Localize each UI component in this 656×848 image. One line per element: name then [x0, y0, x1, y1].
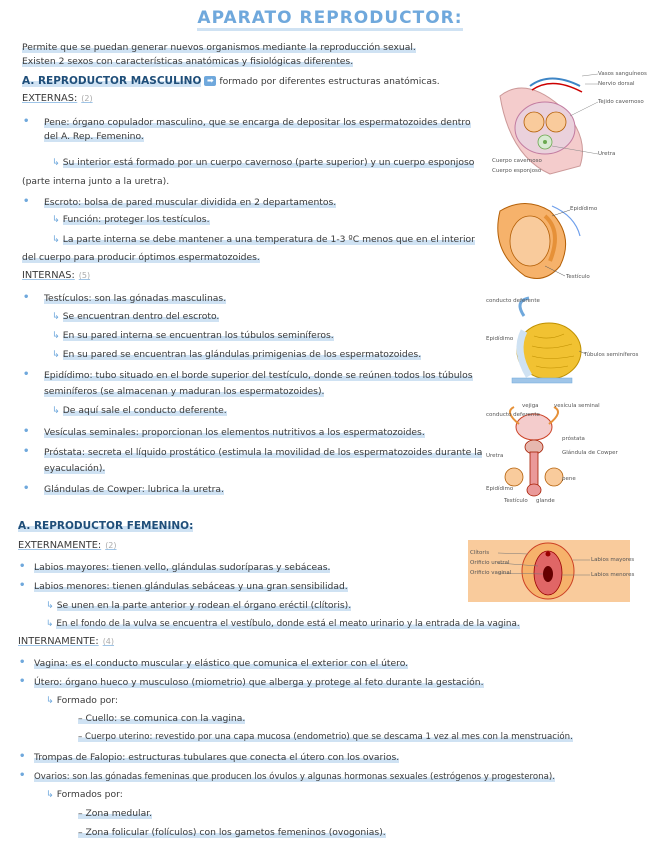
figure-label: Túbulos seminíferos: [584, 352, 639, 358]
intro-line-1: Permite que se puedan generar nuevos organismos mediante la reproducción sexual.: [22, 42, 416, 53]
text-line: Labios mayores: tienen vello, glándulas sudoríparas y sebáceas.: [34, 562, 331, 573]
text-line: Vagina: es el conducto muscular y elástico que comunica el exterior con el útero.: [34, 658, 409, 669]
text-line: ↳ De aquí sale el conducto deferente.: [52, 405, 227, 416]
text-line: ↳ En su pared interna se encuentran los túbulos seminíferos.: [52, 330, 334, 341]
figure-label: Labios mayores: [591, 557, 635, 563]
figure-label: Orificio vaginal: [470, 570, 512, 576]
text-line: – Cuello: se comunica con la vagina.: [78, 713, 246, 724]
return-arrow-icon: ↳: [52, 349, 60, 360]
subheading-internas: INTERNAS: (5): [22, 270, 91, 281]
vulva-figure: [468, 540, 635, 602]
text-line: del cuerpo para producir óptimos espermatozoides.: [22, 252, 260, 263]
figure-label: Clítoris: [470, 550, 490, 556]
text-line: eyaculación).: [44, 463, 106, 474]
figure-label: conducto deferente: [486, 298, 540, 304]
figure-label: Epidídimo: [486, 336, 514, 342]
text-line: ↳ Formado por:: [46, 695, 119, 706]
text-line: – Cuerpo uterino: revestido por una capa mucosa (endometrio) que se descama 1 vez al mes con la menstruación.: [78, 732, 573, 742]
return-arrow-icon: ↳: [46, 789, 54, 800]
bullet-icon: •: [23, 116, 30, 127]
text-line: (parte interna junto a la uretra).: [22, 176, 170, 187]
page-title: APARATO REPRODUCTOR:: [180, 8, 480, 28]
text-line: – Zona folicular (folículos) con los gametos femeninos (ovogonias).: [78, 827, 386, 838]
subheading-externamente: EXTERNAMENTE: (2): [18, 540, 117, 551]
intro-line-2: Existen 2 sexos con características anatómicas y fisiológicas diferentes.: [22, 56, 354, 67]
return-arrow-icon: ↳: [46, 695, 54, 706]
figure-label: Glándula de Cowper: [562, 450, 618, 456]
return-arrow-icon: ↳: [46, 600, 54, 611]
figure-label: Tejido cavernoso: [598, 99, 644, 105]
return-arrow-icon: ↳: [52, 214, 60, 225]
return-arrow-icon: ↳: [52, 311, 60, 322]
text-line: del A. Rep. Femenino.: [44, 131, 144, 142]
bullet-icon: •: [23, 426, 30, 437]
figure-label: Uretra: [486, 453, 504, 459]
bullet-icon: •: [19, 676, 26, 687]
figure-label: Cuerpo esponjoso: [492, 168, 542, 174]
text-line: ↳ Se encuentran dentro del escroto.: [52, 311, 220, 322]
text-line: Testículos: son las gónadas masculinas.: [44, 293, 227, 304]
bullet-icon: •: [23, 483, 30, 494]
text-line: seminíferos (se almacenan y maduran los espermatozoides).: [44, 386, 325, 397]
bullet-icon: •: [23, 369, 30, 380]
bullet-icon: •: [23, 196, 30, 207]
figure-label: pene: [562, 476, 576, 482]
figure-label: Cuerpo cavernoso: [492, 158, 542, 164]
text-line: Próstata: secreta el líquido prostático (estimula la movilidad de los espermatozoides durante la: [44, 447, 483, 458]
text-line: ↳ En el fondo de la vulva se encuentra el vestíbulo, donde está el meato urinario y la entrada de la vagina.: [46, 619, 520, 629]
text-line: ↳ Su interior está formado por un cuerpo cavernoso (parte superior) y un cuerpo esponjoso: [52, 157, 475, 168]
figure-label: Vasos sanguíneos: [598, 71, 647, 77]
text-line: Glándulas de Cowper: lubrica la uretra.: [44, 484, 224, 495]
figure-label: Nervio dorsal: [598, 81, 635, 87]
figure-label: glande: [536, 498, 555, 504]
figure-label: vesícula seminal: [554, 403, 600, 409]
return-arrow-icon: ↳: [46, 619, 54, 629]
text-line: Labios menores: tienen glándulas sebáceas y una gran sensibilidad.: [34, 581, 348, 592]
bullet-icon: •: [19, 751, 26, 762]
text-line: Pene: órgano copulador masculino, que se encarga de depositar los espermatozoides dentro: [44, 117, 471, 128]
figure-label: vejiga: [522, 403, 539, 409]
figure-label: Labios menores: [591, 572, 635, 578]
scrotum-figure: [490, 196, 615, 284]
figure-label: Orificio uretral: [470, 560, 510, 566]
subheading-internamente: INTERNAMENTE: (4): [18, 636, 115, 647]
text-line: Vesículas seminales: proporcionan los elementos nutritivos a los espermatozoides.: [44, 427, 425, 438]
male-system-figure: [484, 402, 624, 507]
section-heading-femenino: A. REPRODUCTOR FEMENINO:: [18, 520, 194, 532]
bullet-icon: •: [23, 446, 30, 457]
figure-label: Epidídimo: [486, 486, 514, 492]
text-line: ↳ La parte interna se debe mantener a una temperatura de 1-3 ºC menos que en el interior: [52, 234, 475, 245]
arrow-right-icon: ➡: [204, 76, 216, 86]
return-arrow-icon: ↳: [52, 157, 60, 168]
bullet-icon: •: [19, 770, 26, 781]
figure-label: Testículo: [566, 274, 590, 280]
bullet-icon: •: [19, 580, 26, 591]
return-arrow-icon: ↳: [52, 330, 60, 341]
text-line: Escroto: bolsa de pared muscular dividida en 2 departamentos.: [44, 197, 337, 208]
figure-label: Uretra: [598, 151, 616, 157]
text-line: Útero: órgano hueco y musculoso (miometrio) que alberga y protege al feto durante la gestación.: [34, 677, 484, 688]
text-line: Trompas de Falopio: estructuras tubulares que conecta el útero con los ovarios.: [34, 752, 400, 763]
text-line: Ovarios: son las gónadas femeninas que producen los óvulos y algunas hormonas sexuales (estrógenos y progesterona).: [34, 772, 555, 782]
text-line: Epidídimo: tubo situado en el borde superior del testículo, donde se reúnen todos los túbulos: [44, 370, 473, 381]
text-line: ↳ Se unen en la parte anterior y rodean el órgano eréctil (clítoris).: [46, 600, 352, 611]
bullet-icon: •: [19, 561, 26, 572]
figure-label: conducto deferente: [486, 412, 540, 418]
text-line: ↳ Formados por:: [46, 789, 123, 800]
subheading-externas: EXTERNAS: (2): [22, 93, 93, 104]
figure-label: Testículo: [504, 498, 528, 504]
penis-cross-section-figure: [490, 66, 647, 178]
section-heading-masculino: A. REPRODUCTOR MASCULINO ➡ formado por diferentes estructuras anatómicas.: [22, 75, 440, 87]
bullet-icon: •: [19, 657, 26, 668]
text-line: ↳ En su pared se encuentran las glándulas primigenias de los espermatozoides.: [52, 349, 422, 360]
return-arrow-icon: ↳: [52, 405, 60, 416]
return-arrow-icon: ↳: [52, 234, 60, 245]
testicle-section-figure: [484, 296, 639, 396]
text-line: – Zona medular.: [78, 808, 153, 819]
bullet-icon: •: [23, 292, 30, 303]
text-line: ↳ Función: proteger los testículos.: [52, 214, 210, 225]
figure-label: próstata: [562, 436, 585, 442]
figure-label: Epidídimo: [570, 206, 598, 212]
